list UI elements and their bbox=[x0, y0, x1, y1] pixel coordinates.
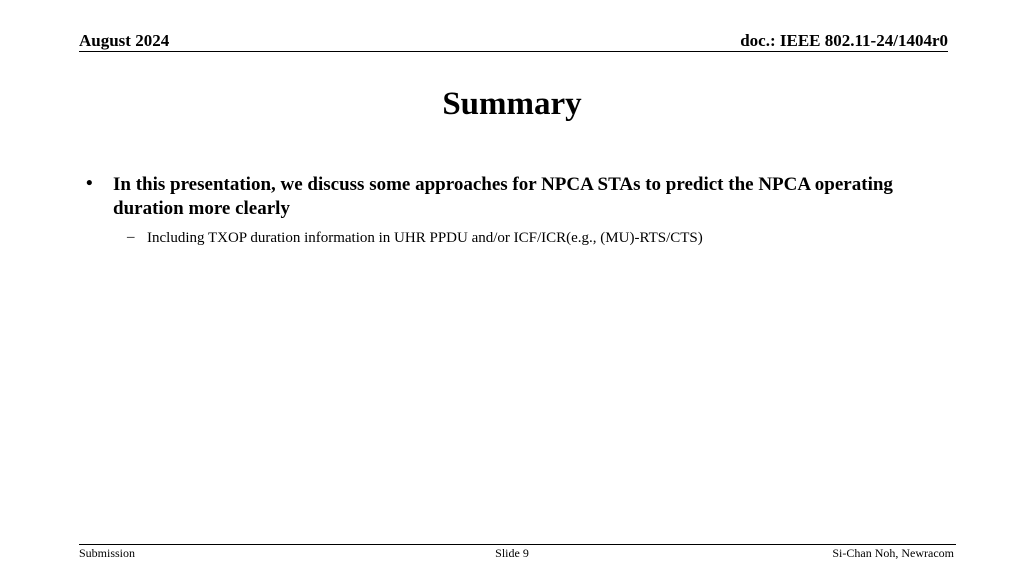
header-divider bbox=[79, 51, 948, 52]
header-doc-id: doc.: IEEE 802.11-24/1404r0 bbox=[740, 31, 948, 50]
slide-title: Summary bbox=[442, 86, 582, 122]
footer-submission: Submission bbox=[79, 546, 136, 560]
sub-bullet-text: Including TXOP duration information in UHR PPDU and/or ICF/ICR(e.g., (MU)-RTS/CTS) bbox=[147, 230, 703, 246]
footer-slide-number: Slide 9 bbox=[495, 546, 529, 560]
bullet-marker: • bbox=[86, 173, 93, 194]
header-date: August 2024 bbox=[79, 31, 170, 50]
footer-divider bbox=[79, 544, 956, 545]
sub-bullet-marker: – bbox=[127, 229, 135, 245]
bullet-text: In this presentation, we discuss some approaches for NPCA STAs to predict the NPCA operating duration more clearly bbox=[113, 174, 893, 219]
footer-author: Si-Chan Noh, Newracom bbox=[832, 546, 954, 560]
